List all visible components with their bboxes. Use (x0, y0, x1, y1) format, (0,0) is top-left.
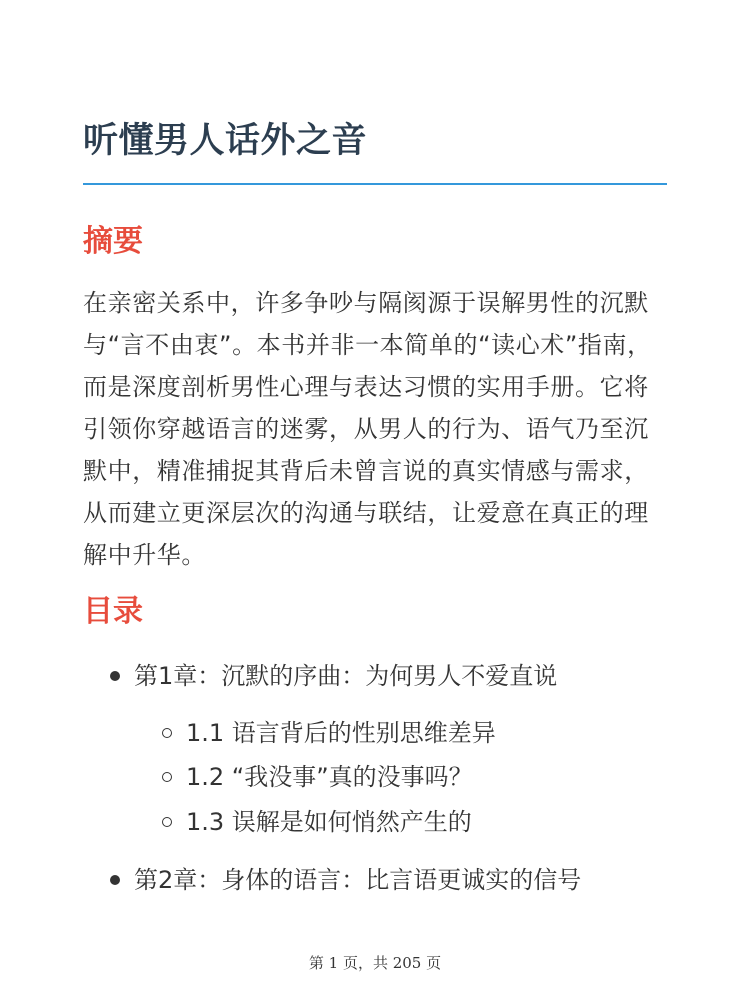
abstract-paragraph: 在亲密关系中，许多争吵与隔阂源于误解男性的沉默与“言不由衷”。本书并非一本简单的“读心术”指南，而是深度剖析男性心理与表达习惯的实用手册。它将引领你穿越语言的迷雾，从男人的行为、语气乃至沉默中，精准捕捉其背后未曾言说的真实情感与需求，从而建立更深层次的沟通与联结，让爱意在真正的理解中升华。 (83, 289, 652, 569)
toc-section-label: 1.1 语言背后的性别思维差异 (186, 719, 496, 747)
toc-section-1-2[interactable] (162, 760, 473, 794)
circle-bullet-icon (162, 817, 172, 827)
toc-section-1-1[interactable] (162, 716, 496, 750)
toc-chapter-1[interactable] (110, 659, 557, 693)
toc-section-1-3[interactable] (162, 805, 472, 839)
toc-chapter-2[interactable] (110, 863, 581, 897)
abstract-heading: 摘要 (83, 224, 143, 259)
bullet-icon (110, 671, 120, 681)
page-title: 听懂男人话外之音 (83, 121, 368, 161)
circle-bullet-icon (162, 772, 172, 782)
toc-chapter-label: 第1章：沉默的序曲：为何男人不爱直说 (134, 662, 558, 690)
bullet-icon (110, 875, 120, 885)
toc-chapter-label: 第2章：身体的语言：比言语更诚实的信号 (134, 866, 582, 894)
title-divider (83, 183, 667, 185)
circle-bullet-icon (162, 728, 172, 738)
toc-section-label: 1.3 误解是如何悄然产生的 (186, 808, 472, 836)
page-number: 第 1 页，共 205 页 (308, 954, 442, 972)
toc-section-label: 1.2 “我没事”真的没事吗？ (186, 763, 473, 791)
toc-heading: 目录 (83, 594, 143, 629)
